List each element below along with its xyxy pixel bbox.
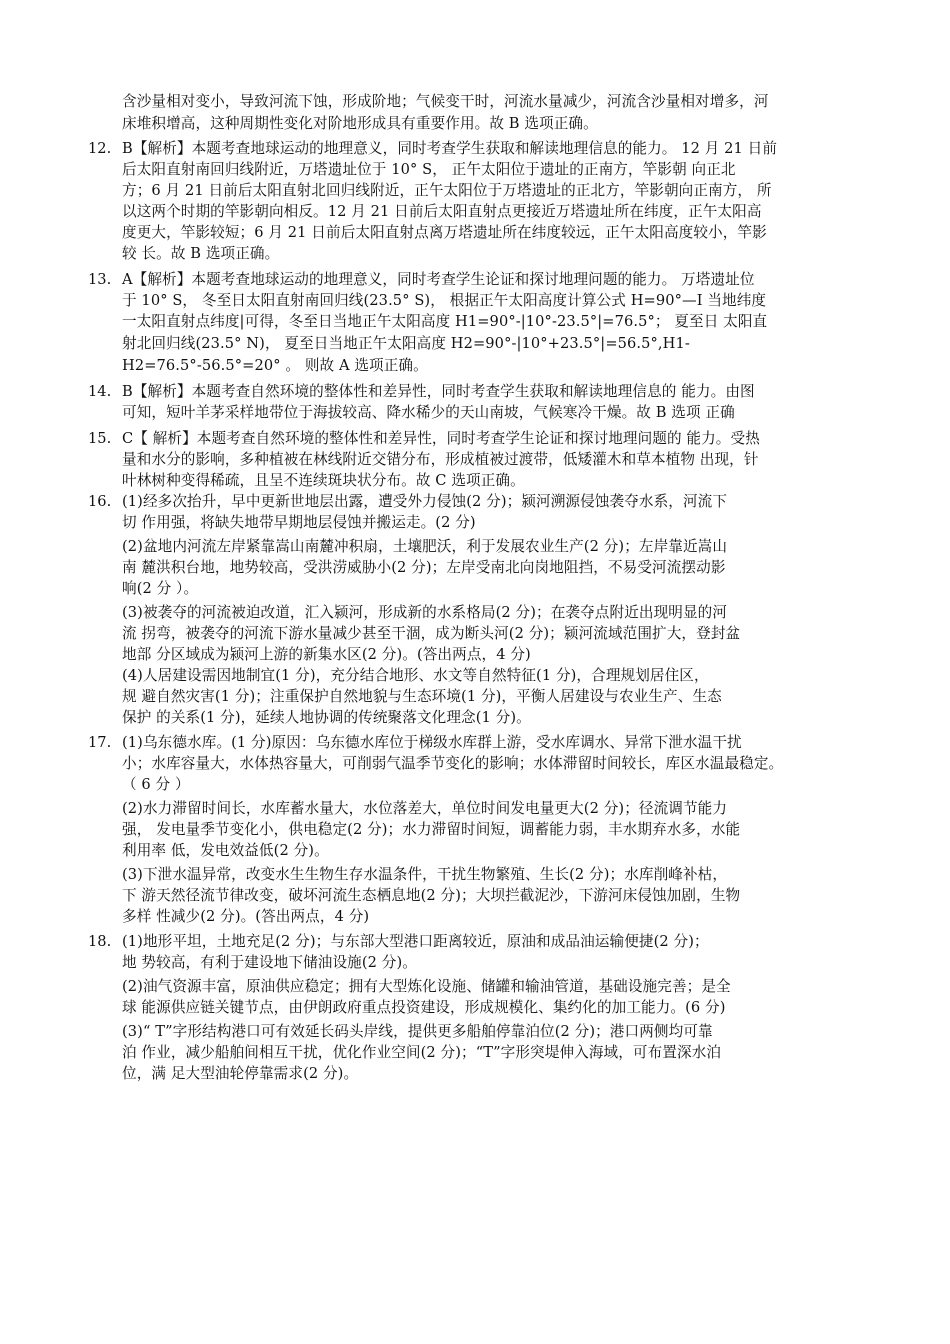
text-line: 响(2 分 ）。 xyxy=(122,580,199,597)
text-line: 泊 作业，减少船舶间相互干扰，优化作业空间(2 分)；“T”字形突堤伸入海域，可布置深水泊 xyxy=(122,1044,722,1061)
question-number: 18. xyxy=(88,933,112,950)
text-line: 量和水分的影响，多种植被在林线附近交错分布，形成植被过渡带，低矮灌木和草本植物 出现，针 xyxy=(122,451,759,468)
text-line: H2=76.5°-56.5°=20° 。 则故 A 选项正确。 xyxy=(122,357,428,374)
text-line: 后太阳直射南回归线附近，万塔遗址位于 10° S， 正午太阳位于遗址的正南方，竿影朝 向正北 xyxy=(122,161,736,178)
text-line: C【 解析】本题考查自然环境的整体性和差异性，同时考查学生论证和探讨地理问题的 能力。受热 xyxy=(122,430,760,447)
text-line: 一太阳直射点纬度|可得，冬至日当地正午太阳高度 H1=90°-|10°-23.5°|=76.5°； 夏至日 太阳直 xyxy=(122,313,768,330)
text-line: 床堆积增高，这种周期性变化对阶地形成具有重要作用。故 B 选项正确。 xyxy=(122,115,598,132)
question-number: 15. xyxy=(88,430,112,447)
text-line: (1)乌东德水库。(1 分)原因：乌东德水库位于梯级水库群上游，受水库调水、异常下泄水温干扰 xyxy=(122,734,742,751)
text-line: 含沙量相对变小，导致河流下蚀，形成阶地；气候变干时，河流水量减少，河流含沙量相对增多，河 xyxy=(122,93,769,110)
text-line: (3)“ T”字形结构港口可有效延长码头岸线，提供更多船舶停靠泊位(2 分)；港口两侧均可靠 xyxy=(122,1023,713,1040)
question-number: 17. xyxy=(88,734,112,751)
text-line: (2)水力滞留时间长，水库蓄水量大，水位落差大，单位时间发电量更大(2 分)；径流调节能力 xyxy=(122,800,728,817)
text-line: A【解析】本题考查地球运动的地理意义，同时考查学生论证和探讨地理问题的能力。 万塔遗址位 xyxy=(122,271,755,288)
question-number: 16. xyxy=(88,493,112,510)
text-line: 球 能源供应链关键节点，由伊朗政府重点投资建设，形成规模化、集约化的加工能力。(6 分) xyxy=(122,999,726,1016)
text-line: 规 避自然灾害(1 分)；注重保护自然地貌与生态环境(1 分)，平衡人居建设与农业生产、生态 xyxy=(122,688,722,705)
text-line: (3)下泄水温异常，改变水生生物生存水温条件，干扰生物繁殖、生长(2 分)；水库削峰补枯， xyxy=(122,866,728,883)
text-line: 于 10° S， 冬至日太阳直射南回归线(23.5° S)， 根据正午太阳高度计算公式 H=90°—I 当地纬度 xyxy=(122,292,767,309)
text-line: 南 麓洪积台地，地势较高，受洪涝威胁小(2 分)；左岸受南北向岗地阻挡，不易受河流摆动影 xyxy=(122,559,726,576)
text-line: 多样 性减少(2 分)。(答出两点，4 分) xyxy=(122,908,370,925)
question-number: 13. xyxy=(88,271,112,288)
text-line: (2)油气资源丰富，原油供应稳定；拥有大型炼化设施、储罐和输油管道，基础设施完善；是全 xyxy=(122,978,731,995)
text-line: 以这两个时期的竿影朝向相反。12 月 21 日前后太阳直射点更接近万塔遗址所在纬度，正午太阳高 xyxy=(122,203,762,220)
text-line: 小；水库容量大，水体热容量大，可削弱气温季节变化的影响；水体滞留时间较长，库区水温最稳定。 xyxy=(122,755,784,772)
text-line: 地 势较高，有利于建设地下储油设施(2 分)。 xyxy=(122,954,417,971)
text-line: 保护 的关系(1 分)，延续人地协调的传统聚落文化理念(1 分)。 xyxy=(122,709,531,726)
text-line: （ 6 分 ） xyxy=(122,776,190,793)
text-line: 度更大，竿影较短；6 月 21 日前后太阳直射点离万塔遗址所在纬度较远，正午太阳高度较小，竿影 xyxy=(122,224,767,241)
text-line: 叶林树种变得稀疏，且呈不连续斑块状分布。故 C 选项正确。 xyxy=(122,472,525,489)
text-line: B【解析】本题考查自然环境的整体性和差异性，同时考查学生获取和解读地理信息的 能力。由图 xyxy=(122,383,755,400)
text-line: 方；6 月 21 日前后太阳直射北回归线附近，正午太阳位于万塔遗址的正北方，竿影朝向正南方， 所 xyxy=(122,182,772,199)
text-line: 下 游天然径流节律改变，破坏河流生态栖息地(2 分)；大坝拦截泥沙，下游河床侵蚀加剧，生物 xyxy=(122,887,741,904)
text-line: B【解析】本题考查地球运动的地理意义，同时考查学生获取和解读地理信息的能力。 12 月 21 日前 xyxy=(122,140,778,157)
text-line: 较 长。故 B 选项正确。 xyxy=(122,245,280,262)
text-line: 射北回归线(23.5° N)， 夏至日当地正午太阳高度 H2=90°-|10°+23.5°|=56.5°,H1- xyxy=(122,335,690,352)
text-line: 位，满 足大型油轮停靠需求(2 分)。 xyxy=(122,1065,359,1082)
text-line: 利用率 低，发电效益低(2 分)。 xyxy=(122,842,329,859)
text-line: 地部 分区域成为颍河上游的新集水区(2 分)。(答出两点，4 分) xyxy=(122,646,531,663)
text-line: (4)人居建设需因地制宜(1 分)，充分结合地形、水文等自然特征(1 分)，合理规划居住区， xyxy=(122,667,709,684)
text-line: (1)经多次抬升，早中更新世地层出露，遭受外力侵蚀(2 分)；颍河溯源侵蚀袭夺水系，河流下 xyxy=(122,493,728,510)
text-line: (1)地形平坦，土地充足(2 分)；与东部大型港口距离较近，原油和成品油运输便捷(2 分)； xyxy=(122,933,709,950)
question-number: 14. xyxy=(88,383,112,400)
text-line: 切 作用强，将缺失地带早期地层侵蚀并搬运走。(2 分) xyxy=(122,514,476,531)
text-line: (3)被袭夺的河流被迫改道，汇入颍河，形成新的水系格局(2 分)；在袭夺点附近出现明显的河 xyxy=(122,604,728,621)
text-line: (2)盆地内河流左岸紧靠嵩山南麓冲积扇，土壤肥沃，利于发展农业生产(2 分)；左岸靠近嵩山 xyxy=(122,538,728,555)
text-line: 可知，短叶羊茅采样地带位于海拔较高、降水稀少的天山南坡，气候寒冷干燥。故 B 选项 正确 xyxy=(122,404,735,421)
text-line: 强， 发电量季节变化小，供电稳定(2 分)；水力滞留时间短，调蓄能力弱，丰水期弃水多，水能 xyxy=(122,821,741,838)
text-line: 流 拐弯，被袭夺的河流下游水量减少甚至干涸，成为断头河(2 分)；颍河流域范围扩大，登封盆 xyxy=(122,625,741,642)
question-number: 12. xyxy=(88,140,112,157)
